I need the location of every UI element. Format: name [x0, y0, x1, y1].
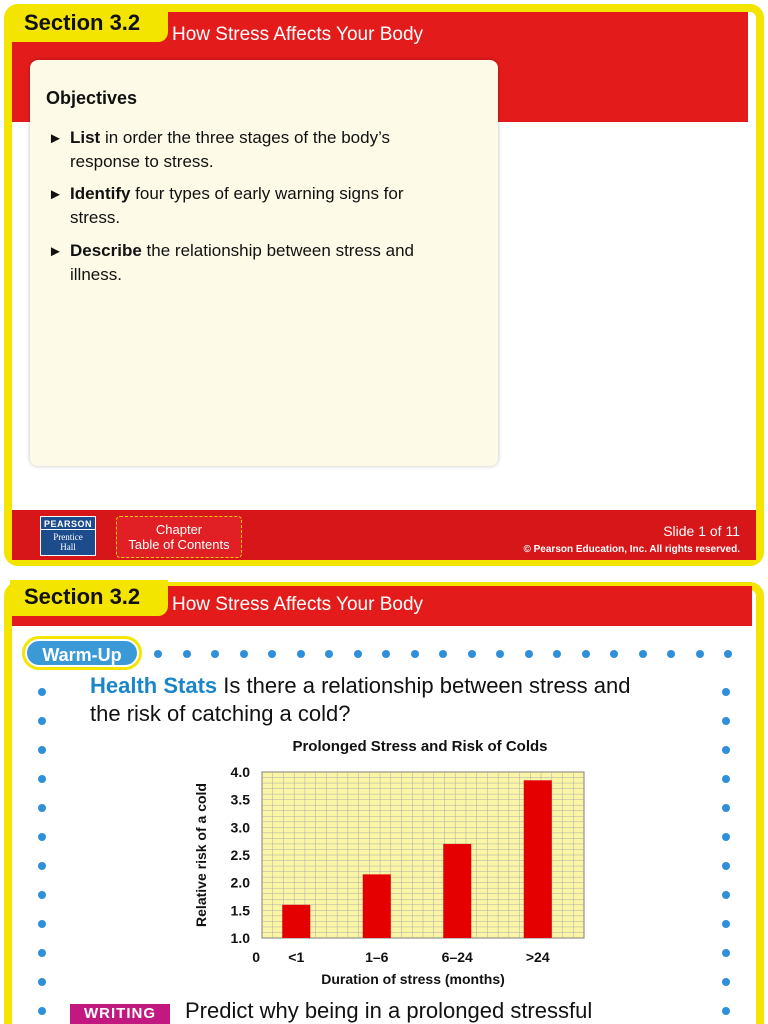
border-dot: [38, 688, 46, 696]
border-dot: [183, 650, 191, 658]
border-dot: [268, 650, 276, 658]
chart-bar: [524, 780, 552, 938]
chapter-toc-label-1: Chapter: [155, 522, 203, 537]
y-tick-label: 3.0: [230, 819, 250, 836]
warmup-badge: [22, 636, 142, 670]
border-dot: [240, 650, 248, 658]
border-dot: [411, 650, 419, 658]
border-dot: [722, 920, 730, 928]
border-dot: [325, 650, 333, 658]
border-dot: [38, 775, 46, 783]
triangle-bullet-icon: ►: [48, 243, 63, 260]
question-text-line1: Is there a relationship between stress and: [217, 673, 631, 698]
warmup-label: Warm-Up: [25, 639, 139, 667]
writing-prompt: Predict why being in a prolonged stressful: [185, 998, 593, 1023]
border-dot: [722, 775, 730, 783]
border-dot: [582, 650, 590, 658]
section-tab: Section 3.2: [10, 580, 168, 616]
chart-bar: [363, 874, 391, 938]
border-dot: [38, 833, 46, 841]
copyright-text: © Pearson Education, Inc. All rights reserved.: [523, 544, 740, 555]
border-dot: [722, 978, 730, 986]
border-dot: [667, 650, 675, 658]
y-axis-label: Relative risk of a cold: [193, 783, 209, 927]
border-dot: [297, 650, 305, 658]
objective-item: [48, 239, 468, 286]
border-dot: [439, 650, 447, 658]
slide-title: How Stress Affects Your Body: [172, 594, 424, 615]
objective-text-cont: response to stress.: [70, 152, 214, 171]
y-tick-label: 3.5: [230, 791, 250, 808]
writing-badge: WRITING: [70, 1004, 170, 1024]
chart-bar: [282, 905, 310, 938]
slide-number: Slide 1 of 11: [663, 523, 740, 539]
triangle-bullet-icon: ►: [48, 186, 63, 203]
objectives-heading: Objectives: [46, 88, 138, 108]
triangle-bullet-icon: ►: [48, 130, 63, 147]
logo-imprint-line2: Hall: [60, 542, 76, 552]
logo-imprint-line1: Prentice: [53, 532, 83, 542]
y-tick-label: 2.5: [230, 847, 250, 863]
objective-text-cont: stress.: [70, 208, 121, 227]
objective-verb: Describe: [70, 241, 142, 260]
border-dot: [722, 891, 730, 899]
border-dot: [38, 717, 46, 725]
border-dot: [154, 650, 162, 658]
chapter-toc-button[interactable]: [116, 516, 242, 558]
border-dot: [38, 1007, 46, 1015]
x-tick-label: <1: [288, 949, 305, 965]
logo-wordmark: PEARSON: [41, 519, 95, 530]
border-dot: [722, 1007, 730, 1015]
border-dot: [38, 920, 46, 928]
bar-chart: [180, 756, 600, 988]
objective-item: [48, 126, 468, 173]
border-dot: [496, 650, 504, 658]
border-dot: [38, 891, 46, 899]
section-tab: Section 3.2: [10, 6, 168, 42]
x-origin-label: 0: [252, 949, 260, 965]
objective-verb: List: [70, 128, 101, 147]
border-dot: [722, 688, 730, 696]
objective-text: the relationship between stress and: [141, 241, 414, 260]
y-tick-label: 2.0: [230, 874, 250, 891]
objective-verb: Identify: [70, 184, 131, 203]
x-tick-label: >24: [525, 949, 550, 965]
border-dot: [724, 650, 732, 658]
objective-item: [48, 182, 468, 229]
border-dot: [38, 862, 46, 870]
objectives-panel: [30, 60, 498, 466]
border-dot: [211, 650, 219, 658]
border-dot: [38, 746, 46, 754]
slide-title: How Stress Affects Your Body: [172, 24, 424, 45]
x-axis-label: Duration of stress (months): [321, 971, 505, 987]
logo-imprint: [41, 532, 95, 552]
objective-text-cont: illness.: [70, 265, 122, 284]
chart-title: Prolonged Stress and Risk of Colds: [292, 738, 548, 755]
border-dot: [382, 650, 390, 658]
slide-2: [0, 576, 768, 1024]
border-dot: [610, 650, 618, 658]
border-dot: [525, 650, 533, 658]
border-dot: [722, 949, 730, 957]
border-dot: [722, 862, 730, 870]
border-dot: [553, 650, 561, 658]
chart-bar: [443, 844, 471, 938]
border-dot: [38, 978, 46, 986]
x-tick-label: 1–6: [365, 949, 389, 965]
border-dot: [722, 804, 730, 812]
objective-text: four types of early warning signs for: [130, 184, 404, 203]
x-tick-label: 6–24: [441, 949, 473, 965]
health-stats-label: Health Stats: [90, 673, 218, 698]
border-dot: [468, 650, 476, 658]
y-tick-label: 4.0: [230, 764, 250, 780]
y-tick-label: 1.5: [230, 902, 250, 919]
question-text-line2: the risk of catching a cold?: [90, 701, 351, 726]
warmup-question: [90, 672, 690, 728]
border-dot: [354, 650, 362, 658]
y-tick-label: 1.0: [230, 930, 250, 946]
border-dot: [38, 804, 46, 812]
objective-text: in order the three stages of the body’s: [100, 128, 391, 147]
pearson-logo[interactable]: [40, 516, 96, 556]
border-dot: [722, 717, 730, 725]
border-dot: [696, 650, 704, 658]
border-dot: [722, 746, 730, 754]
border-dot: [722, 833, 730, 841]
chapter-toc-label-2: Table of Contents: [128, 537, 230, 552]
border-dot: [38, 949, 46, 957]
border-dot: [639, 650, 647, 658]
